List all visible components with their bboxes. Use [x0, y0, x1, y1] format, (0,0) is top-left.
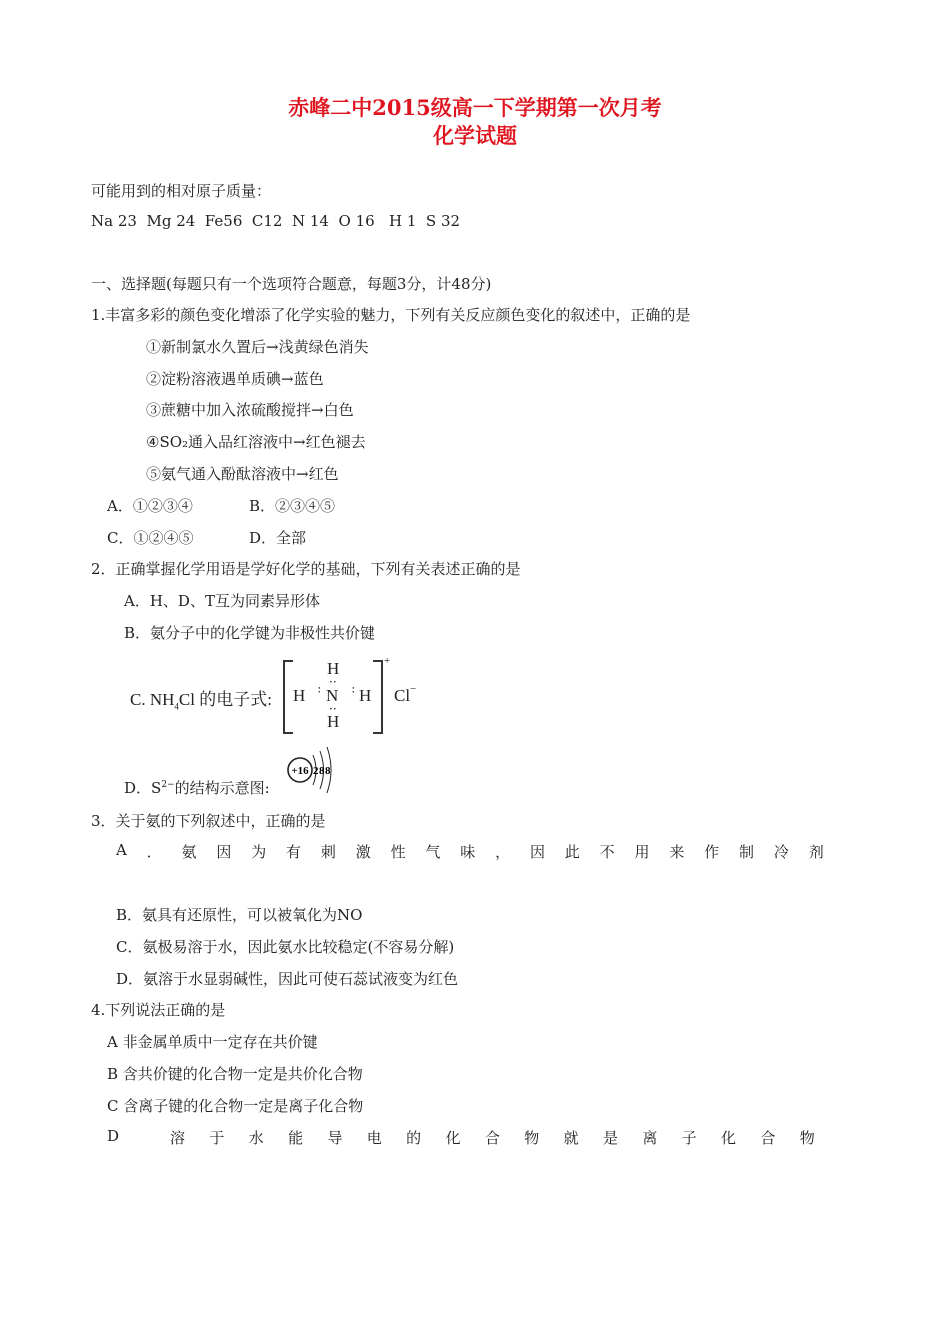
- q1-item-5: ⑤氨气通入酚酞溶液中→红色: [146, 465, 339, 483]
- spread-char: 因: [216, 843, 232, 861]
- section-heading: 一、选择题(每题只有一个选项符合题意，每题3分，计48分): [91, 275, 492, 293]
- spread-char: 冷: [773, 843, 789, 861]
- q3-option-c: C．氨极易溶于水，因此氨水比较稳定(不容易分解): [116, 938, 455, 956]
- spread-char: 化: [721, 1129, 737, 1147]
- ammonium-h-top: H: [327, 659, 340, 678]
- ammonium-charge: +: [384, 655, 391, 667]
- q2-option-c-label: [130, 685, 272, 711]
- q1-option-d: D．全部: [249, 529, 307, 547]
- sulfide-symbol: D．S: [124, 779, 162, 797]
- spread-char: 合: [484, 1129, 500, 1147]
- spread-char: 离: [642, 1129, 658, 1147]
- chloride-symbol: Cl: [394, 686, 411, 705]
- spread-char: 物: [524, 1129, 540, 1147]
- spread-char: 剂: [808, 843, 824, 861]
- electron-pair-right: ··: [346, 686, 360, 694]
- ammonium-h-left: H: [293, 686, 306, 705]
- spread-char: 就: [563, 1129, 579, 1147]
- spread-char: 电: [366, 1129, 382, 1147]
- spread-char: 的: [406, 1129, 422, 1147]
- spread-char: A: [116, 841, 127, 859]
- q4-option-d: [107, 1127, 815, 1148]
- q1-stem: 1.丰富多彩的颜色变化增添了化学实验的魅力，下列有关反应颜色变化的叙述中，正确的是: [91, 306, 691, 324]
- spread-char: 合: [760, 1129, 776, 1147]
- spread-char: 作: [704, 843, 720, 861]
- electron-pair-left: ··: [312, 686, 326, 694]
- ammonium-n: N: [326, 686, 339, 705]
- atomic-mass-values: Na 23 Mg 24 Fe56 C12 N 14 O 16 H 1 S 32: [91, 212, 461, 230]
- spread-char: 能: [288, 1129, 304, 1147]
- spread-char: 性: [390, 843, 406, 861]
- q4-option-b: B 含共价键的化合物一定是共价化合物: [107, 1065, 363, 1083]
- spread-char: 制: [739, 843, 755, 861]
- spread-char: 子: [681, 1129, 697, 1147]
- option-letter: D: [107, 1127, 120, 1145]
- q4-stem: 4.下列说法正确的是: [91, 1001, 226, 1019]
- nh4cl-formula-text: C. NH: [130, 690, 175, 709]
- left-bracket: [283, 660, 293, 734]
- right-bracket: [373, 660, 383, 734]
- q1-option-c: C．①②④⑤: [107, 529, 194, 547]
- spread-char: ，: [495, 843, 511, 861]
- spread-char: 为: [251, 843, 267, 861]
- spread-char: 激: [355, 843, 371, 861]
- ammonium-h-bottom: H: [327, 712, 340, 731]
- spread-char: 此: [564, 843, 580, 861]
- nh4cl-subscript: 4: [174, 701, 179, 712]
- chloride-charge: −: [410, 683, 417, 695]
- spread-char: 于: [209, 1129, 225, 1147]
- spread-char: 用: [634, 843, 650, 861]
- q3-option-d: D．氨溶于水显弱碱性，因此可使石蕊试液变为红色: [116, 970, 459, 988]
- spread-char: 有: [286, 843, 302, 861]
- spread-char: 物: [799, 1129, 815, 1147]
- spread-char: 气: [425, 843, 441, 861]
- q2-option-d: [124, 777, 270, 798]
- nucleus-charge: +16: [291, 765, 309, 777]
- spread-char: 因: [529, 843, 545, 861]
- q2-option-a: A．H、D、T互为同素异形体: [124, 592, 320, 610]
- q2-option-b: B．氨分子中的化学键为非极性共价键: [124, 624, 376, 642]
- q3-option-b: B．氨具有还原性，可以被氧化为NO: [116, 906, 363, 924]
- nh4cl-caption: Cl 的电子式:: [178, 690, 272, 709]
- q1-option-b: B．②③④⑤: [249, 497, 336, 515]
- spread-char: ．: [146, 843, 162, 861]
- q4-option-c: C 含离子键的化合物一定是离子化合物: [107, 1097, 364, 1115]
- shell-electrons: 288: [313, 765, 331, 777]
- sulfide-structure-diagram: [286, 741, 336, 793]
- exam-subtitle: 化学试题: [433, 123, 517, 148]
- sulfide-charge: 2−: [161, 780, 175, 790]
- spread-char: 刺: [320, 843, 336, 861]
- q1-item-1: ①新制氯水久置后→浅黄绿色消失: [146, 338, 369, 356]
- spread-char: 味: [460, 843, 476, 861]
- spread-char: 水: [248, 1129, 264, 1147]
- sulfide-caption: 的结构示意图:: [174, 779, 270, 797]
- spread-char: 化: [445, 1129, 461, 1147]
- electron-pair-bottom: ··: [329, 702, 337, 716]
- ammonium-h-right: H: [359, 686, 372, 705]
- spread-char: 导: [327, 1129, 343, 1147]
- q1-item-3: ③蔗糖中加入浓硫酸搅拌→白色: [146, 401, 354, 419]
- spread-char: 是: [602, 1129, 618, 1147]
- q1-option-a: A．①②③④: [107, 497, 193, 515]
- q1-item-4: ④SO₂通入品红溶液中→红色褪去: [146, 433, 366, 451]
- spread-char: 氨: [181, 843, 197, 861]
- electron-pair-top: ··: [329, 675, 337, 689]
- q2-stem: 2．正确掌握化学用语是学好化学的基础，下列有关表述正确的是: [91, 560, 521, 578]
- spread-char: 不: [599, 843, 615, 861]
- spread-char: 溶: [170, 1129, 186, 1147]
- spread-char: 来: [669, 843, 685, 861]
- q3-stem: 3．关于氨的下列叙述中，正确的是: [91, 812, 326, 830]
- q4-option-a: A 非金属单质中一定存在共价键: [107, 1033, 318, 1051]
- exam-title: 赤峰二中2015级高一下学期第一次月考: [288, 95, 662, 120]
- atomic-mass-label: 可能用到的相对原子质量：: [91, 182, 272, 200]
- q1-item-2: ②淀粉溶液遇单质碘→蓝色: [146, 370, 324, 388]
- q3-option-a: [116, 841, 824, 862]
